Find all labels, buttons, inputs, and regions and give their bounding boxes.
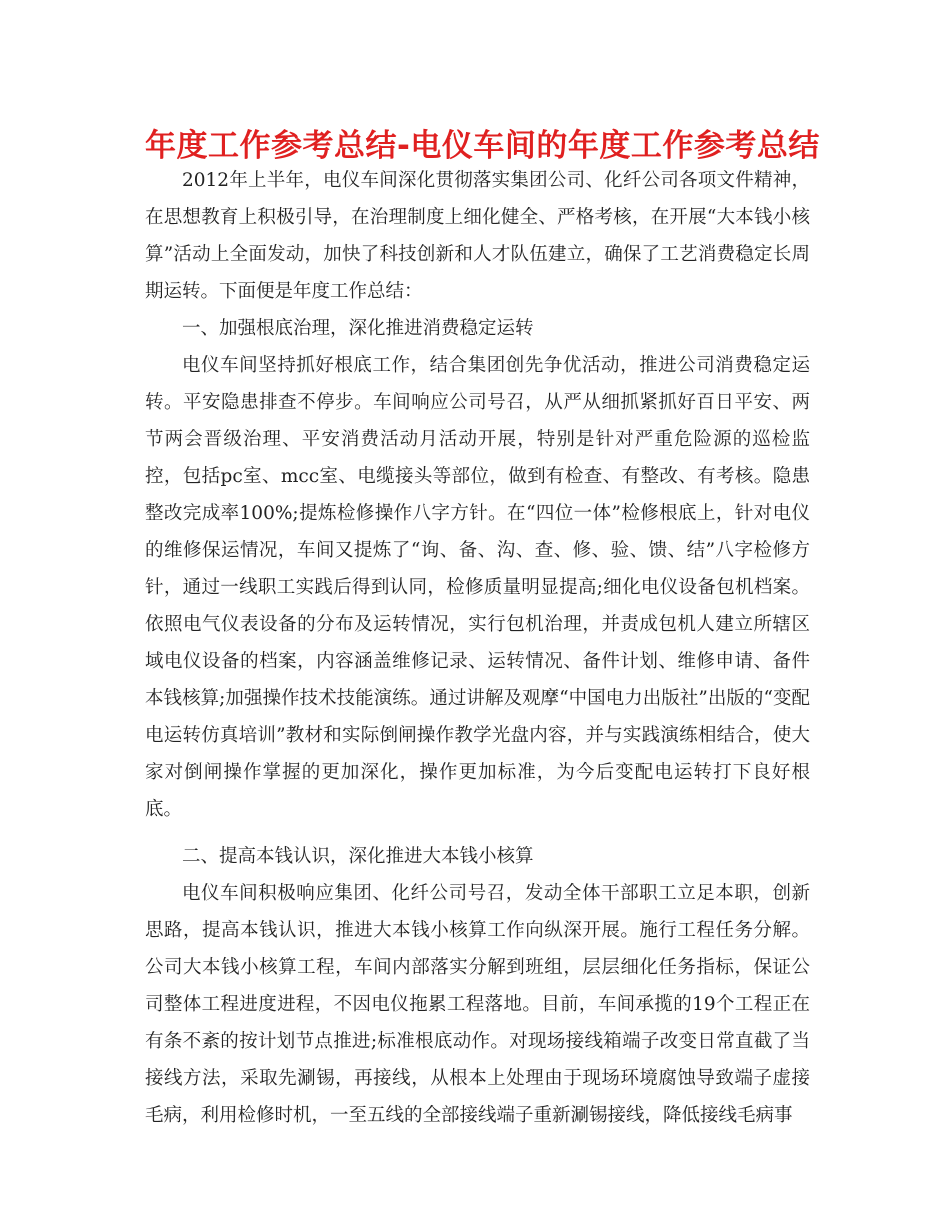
document-body xyxy=(145,162,810,1134)
section-heading-2: 二、提高本钱认识，深化推进大本钱小核算 xyxy=(182,846,534,867)
section-1-paragraph: 电仪车间坚持抓好根底工作，结合集团创先争优活动，推进公司消费稳定运转。平安隐患排查不停步。车间响应公司号召，从严从细抓紧抓好百日平安、两节两会晋级治理、平安消费活动月活动开展，特别是针对严重危险源的巡检监控，包括pc室、mcc室、电缆接头等部位，做到有检查、有整改、有考核。隐患整改完成率100%;提炼检修操作八字方针。在“四位一体”检修根底上，针对电仪的维修保运情况，车间又提炼了“询、备、沟、查、修、验、馈、结”八字检修方针，通过一线职工实践后得到认同，检修质量明显提高;细化电仪设备包机档案。依照电气仪表设备的分布及运转情况，实行包机治理，并责成包机人建立所辖区域电仪设备的档案，内容涵盖维修记录、运转情况、备件计划、维修申请、备件本钱核算;加强操作技术技能演练。通过讲解及观摩“中国电力出版社”出版的“变配电运转仿真培训”教材和实际倒闸操作教学光盘内容，并与实践演练相结合，使大家对倒闸操作掌握的更加深化，操作更加标准，为今后变配电运转打下良好根底。 xyxy=(145,355,810,820)
section-2-paragraph: 电仪车间积极响应集团、化纤公司号召，发动全体干部职工立足本职，创新思路，提高本钱认识，推进大本钱小核算工作向纵深开展。施行工程任务分解。公司大本钱小核算工程，车间内部落实分解到班组，层层细化任务指标，保证公司整体工程进度进程，不因电仪拖累工程落地。目前，车间承揽的19个工程正在有条不紊的按计划节点推进;标准根底动作。对现场接线箱端子改变日常直截了当接线方法，采取先涮锡，再接线，从根本上处理由于现场环境腐蚀导致端子虚接毛病，利用检修时机，一至五线的全部接线端子重新涮锡接线，降低接线毛病事 xyxy=(145,883,810,1126)
section-heading-1: 一、加强根底治理，深化推进消费稳定运转 xyxy=(182,318,534,339)
intro-paragraph: 2012年上半年，电仪车间深化贯彻落实集团公司、化纤公司各项文件精神，在思想教育上积极引导，在治理制度上细化健全、严格考核，在开展“大本钱小核算”活动上全面发动，加快了科技创新和人才队伍建立，确保了工艺消费稳定长周期运转。下面便是年度工作总结： xyxy=(145,170,810,302)
document-title: 年度工作参考总结-电仪车间的年度工作参考总结 xyxy=(145,128,820,164)
section-gap xyxy=(145,828,810,838)
